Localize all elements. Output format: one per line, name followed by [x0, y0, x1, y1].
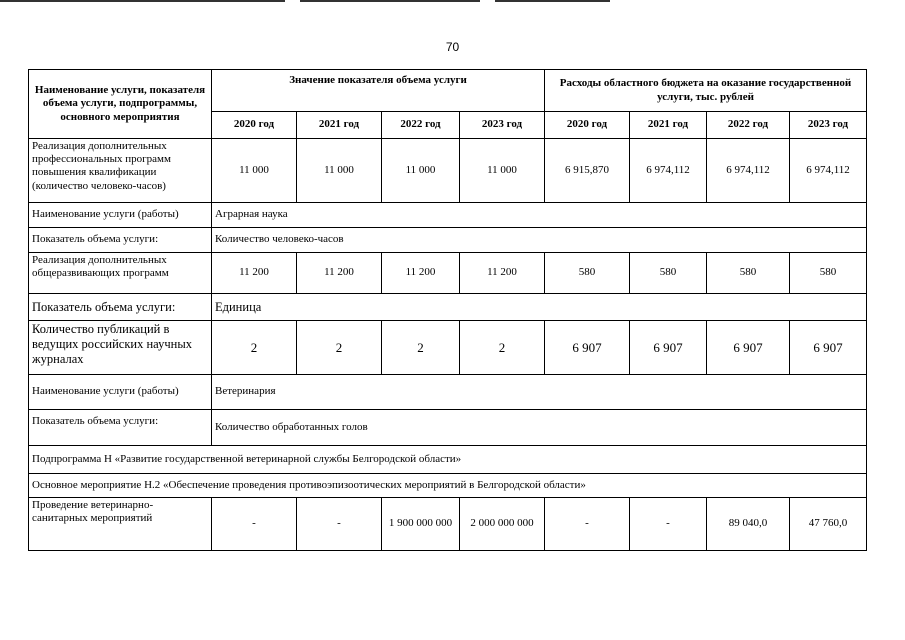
- value-cell: 6 915,870: [545, 139, 630, 203]
- value-cell: 11 000: [212, 139, 297, 203]
- value-cell: 11 200: [212, 253, 297, 294]
- table-row: [29, 410, 867, 446]
- table-row: [29, 203, 867, 228]
- table-row: [29, 139, 867, 203]
- value-cell: 11 000: [382, 139, 460, 203]
- budget-table: [28, 69, 867, 551]
- row-text: Количество человеко-часов: [212, 228, 867, 253]
- value-cell: 2 000 000 000: [460, 498, 545, 551]
- table-row: [29, 321, 867, 375]
- value-cell: 6 907: [630, 321, 707, 375]
- row-name: Реализация дополнительных профессиональных программ повышения квалификации (количество человеко-часов): [29, 139, 212, 203]
- row-label: Показатель объема услуги:: [29, 294, 212, 321]
- table-row: [29, 375, 867, 410]
- row-label: Показатель объема услуги:: [29, 410, 212, 446]
- table-row: [29, 228, 867, 253]
- row-text: Количество обработанных голов: [212, 410, 867, 446]
- main-activity-title: Основное мероприятие Н.2 «Обеспечение проведения противоэпизоотических мероприятий в Белгородской области»: [29, 474, 867, 498]
- value-cell: 89 040,0: [707, 498, 790, 551]
- year-header: 2022 год: [382, 112, 460, 139]
- table-row: [29, 253, 867, 294]
- value-cell: 580: [707, 253, 790, 294]
- page-number: 70: [445, 40, 460, 54]
- row-label: Показатель объема услуги:: [29, 228, 212, 253]
- row-name: Реализация дополнительных общеразвивающих программ: [29, 253, 212, 294]
- year-header: 2020 год: [212, 112, 297, 139]
- value-cell: 6 974,112: [630, 139, 707, 203]
- value-cell: 580: [630, 253, 707, 294]
- value-cell: 580: [790, 253, 867, 294]
- value-cell: 2: [460, 321, 545, 375]
- value-cell: -: [545, 498, 630, 551]
- value-cell: 6 974,112: [707, 139, 790, 203]
- year-header: 2022 год: [707, 112, 790, 139]
- row-text: Единица: [212, 294, 867, 321]
- subprogram-title: Подпрограмма Н «Развитие государственной ветеринарной службы Белгородской области»: [29, 446, 867, 474]
- value-cell: -: [630, 498, 707, 551]
- year-header: 2021 год: [297, 112, 382, 139]
- row-label: Наименование услуги (работы): [29, 203, 212, 228]
- year-header: 2023 год: [460, 112, 545, 139]
- table-row: [29, 446, 867, 474]
- value-cell: 1 900 000 000: [382, 498, 460, 551]
- value-cell: -: [212, 498, 297, 551]
- year-header: 2020 год: [545, 112, 630, 139]
- value-cell: 2: [297, 321, 382, 375]
- value-cell: 6 907: [790, 321, 867, 375]
- value-cell: 2: [382, 321, 460, 375]
- value-cell: 11 000: [460, 139, 545, 203]
- table-row: [29, 294, 867, 321]
- value-cell: 6 907: [545, 321, 630, 375]
- name-column-header: Наименование услуги, показателя объема услуги, подпрограммы, основного мероприятия: [29, 70, 212, 139]
- value-cell: 2: [212, 321, 297, 375]
- indicator-group-header: Значение показателя объема услуги: [212, 70, 545, 112]
- value-cell: 11 200: [382, 253, 460, 294]
- row-label: Наименование услуги (работы): [29, 375, 212, 410]
- year-header: 2023 год: [790, 112, 867, 139]
- page-top-border: [495, 0, 610, 2]
- page-top-border: [0, 0, 285, 2]
- value-cell: 11 000: [297, 139, 382, 203]
- row-text: Ветеринария: [212, 375, 867, 410]
- value-cell: -: [297, 498, 382, 551]
- table-header-row: [29, 70, 867, 112]
- expense-group-header: Расходы областного бюджета на оказание государственной услуги, тыс. рублей: [545, 70, 867, 112]
- table-row: [29, 474, 867, 498]
- value-cell: 6 974,112: [790, 139, 867, 203]
- value-cell: 11 200: [297, 253, 382, 294]
- value-cell: 580: [545, 253, 630, 294]
- value-cell: 6 907: [707, 321, 790, 375]
- row-name: Проведение ветеринарно-санитарных мероприятий: [29, 498, 212, 551]
- row-text: Аграрная наука: [212, 203, 867, 228]
- value-cell: 11 200: [460, 253, 545, 294]
- row-name: Количество публикаций в ведущих российских научных журналах: [29, 321, 212, 375]
- value-cell: 47 760,0: [790, 498, 867, 551]
- page-top-border: [300, 0, 480, 2]
- table-row: [29, 498, 867, 551]
- year-header: 2021 год: [630, 112, 707, 139]
